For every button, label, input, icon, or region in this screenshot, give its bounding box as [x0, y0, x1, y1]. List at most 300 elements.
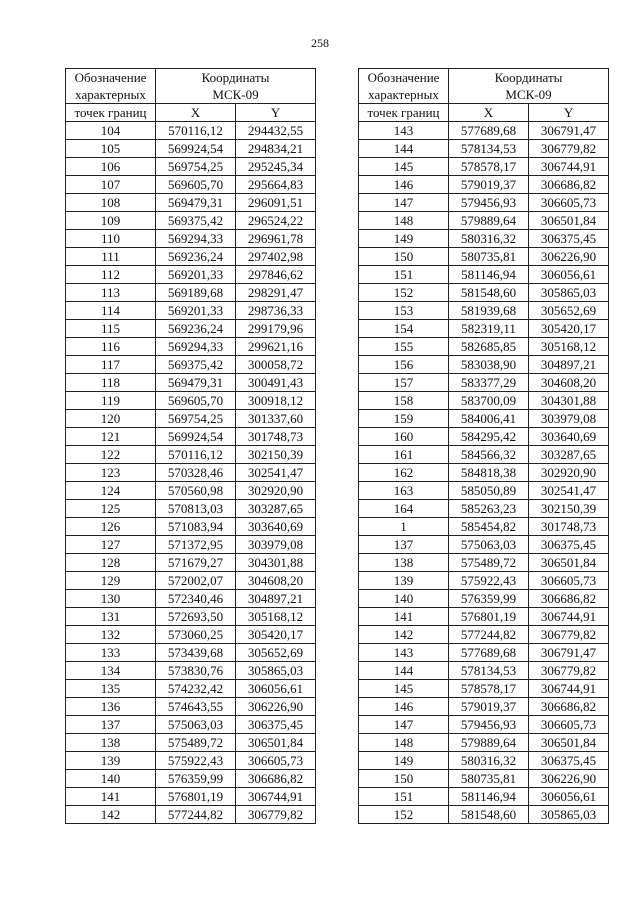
y-coordinate-cell: 302150,39 — [236, 446, 316, 464]
x-coordinate-cell: 569605,70 — [156, 176, 236, 194]
point-number-cell: 130 — [66, 590, 156, 608]
y-coordinate-cell: 306686,82 — [529, 590, 609, 608]
table-row — [66, 266, 316, 284]
y-coordinate-cell: 306744,91 — [236, 788, 316, 806]
point-number-cell: 115 — [66, 320, 156, 338]
table-row — [359, 212, 609, 230]
x-coordinate-cell: 576801,19 — [449, 608, 529, 626]
point-number-cell: 119 — [66, 392, 156, 410]
point-number-cell: 129 — [66, 572, 156, 590]
x-coordinate-cell: 569201,33 — [156, 302, 236, 320]
x-coordinate-cell: 569754,25 — [156, 410, 236, 428]
x-coordinate-cell: 572693,50 — [156, 608, 236, 626]
point-number-cell: 104 — [66, 122, 156, 140]
point-designation-header-cont: точек границ — [359, 104, 449, 122]
y-coordinate-cell: 306226,90 — [529, 770, 609, 788]
y-coordinate-cell: 303287,65 — [236, 500, 316, 518]
header-line: Обозначение — [74, 70, 147, 85]
point-number-cell: 156 — [359, 356, 449, 374]
y-coordinate-cell: 303979,08 — [529, 410, 609, 428]
y-coordinate-cell: 304897,21 — [236, 590, 316, 608]
y-coordinate-cell: 306605,73 — [529, 194, 609, 212]
y-coordinate-cell: 305420,17 — [236, 626, 316, 644]
point-number-cell: 146 — [359, 698, 449, 716]
table-row — [66, 788, 316, 806]
y-coordinate-cell: 305168,12 — [236, 608, 316, 626]
point-number-cell: 145 — [359, 158, 449, 176]
point-number-cell: 149 — [359, 230, 449, 248]
table-row — [66, 230, 316, 248]
x-coordinate-cell: 569201,33 — [156, 266, 236, 284]
y-coordinate-cell: 303979,08 — [236, 536, 316, 554]
point-number-cell: 141 — [66, 788, 156, 806]
point-number-cell: 139 — [359, 572, 449, 590]
table-row — [359, 770, 609, 788]
table-row — [66, 428, 316, 446]
x-coordinate-cell: 576801,19 — [156, 788, 236, 806]
table-row — [359, 176, 609, 194]
y-coordinate-cell: 305652,69 — [236, 644, 316, 662]
x-coordinate-cell: 581548,60 — [449, 284, 529, 302]
point-number-cell: 122 — [66, 446, 156, 464]
y-coordinate-cell: 304897,21 — [529, 356, 609, 374]
table-row — [359, 554, 609, 572]
table-row — [66, 518, 316, 536]
y-column-header: Y — [529, 104, 609, 122]
x-coordinate-cell: 569236,24 — [156, 248, 236, 266]
point-number-cell: 117 — [66, 356, 156, 374]
x-coordinate-cell: 578578,17 — [449, 158, 529, 176]
point-number-cell: 157 — [359, 374, 449, 392]
y-coordinate-cell: 305865,03 — [529, 284, 609, 302]
x-coordinate-cell: 581939,68 — [449, 302, 529, 320]
point-number-cell: 142 — [359, 626, 449, 644]
point-number-cell: 111 — [66, 248, 156, 266]
point-number-cell: 112 — [66, 266, 156, 284]
y-coordinate-cell: 294432,55 — [236, 122, 316, 140]
y-coordinate-cell: 296091,51 — [236, 194, 316, 212]
y-coordinate-cell: 306686,82 — [236, 770, 316, 788]
y-coordinate-cell: 306791,47 — [529, 644, 609, 662]
y-coordinate-cell: 306744,91 — [529, 608, 609, 626]
point-number-cell: 110 — [66, 230, 156, 248]
x-coordinate-cell: 584006,41 — [449, 410, 529, 428]
y-coordinate-cell: 306779,82 — [529, 626, 609, 644]
x-coordinate-cell: 584818,38 — [449, 464, 529, 482]
header-line: Обозначение — [367, 70, 440, 85]
y-coordinate-cell: 306226,90 — [236, 698, 316, 716]
table-row — [359, 158, 609, 176]
x-column-header: X — [156, 104, 236, 122]
point-designation-header — [359, 69, 449, 104]
point-designation-header-cont: точек границ — [66, 104, 156, 122]
x-coordinate-cell: 571679,27 — [156, 554, 236, 572]
point-number-cell: 149 — [359, 752, 449, 770]
point-number-cell: 123 — [66, 464, 156, 482]
point-number-cell: 144 — [359, 140, 449, 158]
table-row — [359, 464, 609, 482]
x-coordinate-cell: 569236,24 — [156, 320, 236, 338]
x-coordinate-cell: 575922,43 — [449, 572, 529, 590]
x-coordinate-cell: 569294,33 — [156, 338, 236, 356]
point-number-cell: 163 — [359, 482, 449, 500]
x-coordinate-cell: 571372,95 — [156, 536, 236, 554]
table-row — [66, 446, 316, 464]
x-coordinate-cell: 579889,64 — [449, 734, 529, 752]
x-coordinate-cell: 585050,89 — [449, 482, 529, 500]
point-number-cell: 137 — [359, 536, 449, 554]
point-number-cell: 140 — [359, 590, 449, 608]
table-row — [66, 356, 316, 374]
point-number-cell: 142 — [66, 806, 156, 824]
y-coordinate-cell: 304608,20 — [529, 374, 609, 392]
point-number-cell: 158 — [359, 392, 449, 410]
x-coordinate-cell: 569924,54 — [156, 428, 236, 446]
table-row — [66, 644, 316, 662]
x-coordinate-cell: 575063,03 — [449, 536, 529, 554]
table-row — [359, 680, 609, 698]
point-number-cell: 143 — [359, 644, 449, 662]
table-row — [359, 140, 609, 158]
x-coordinate-cell: 574643,55 — [156, 698, 236, 716]
y-coordinate-cell: 305652,69 — [529, 302, 609, 320]
table-row — [359, 608, 609, 626]
point-number-cell: 148 — [359, 734, 449, 752]
x-coordinate-cell: 583700,09 — [449, 392, 529, 410]
table-row — [359, 392, 609, 410]
x-coordinate-cell: 569605,70 — [156, 392, 236, 410]
table-row — [359, 734, 609, 752]
coordinates-table-left — [65, 68, 316, 824]
x-coordinate-cell: 583038,90 — [449, 356, 529, 374]
table-row — [66, 662, 316, 680]
point-number-cell: 107 — [66, 176, 156, 194]
x-coordinate-cell: 578134,53 — [449, 140, 529, 158]
y-coordinate-cell: 306744,91 — [529, 680, 609, 698]
point-number-cell: 151 — [359, 266, 449, 284]
table-row — [359, 122, 609, 140]
x-coordinate-cell: 570560,98 — [156, 482, 236, 500]
point-number-cell: 146 — [359, 176, 449, 194]
x-coordinate-cell: 573830,76 — [156, 662, 236, 680]
table-row — [66, 302, 316, 320]
table-row — [359, 644, 609, 662]
table-row — [359, 410, 609, 428]
table-row — [66, 392, 316, 410]
x-coordinate-cell: 585454,82 — [449, 518, 529, 536]
y-coordinate-cell: 306056,61 — [529, 266, 609, 284]
x-coordinate-cell: 579019,37 — [449, 698, 529, 716]
table-row — [359, 320, 609, 338]
x-coordinate-cell: 569924,54 — [156, 140, 236, 158]
y-coordinate-cell: 306501,84 — [529, 212, 609, 230]
y-coordinate-cell: 306226,90 — [529, 248, 609, 266]
y-coordinate-cell: 295245,34 — [236, 158, 316, 176]
table-row — [359, 626, 609, 644]
x-coordinate-cell: 576359,99 — [156, 770, 236, 788]
table-row — [359, 806, 609, 824]
point-number-cell: 144 — [359, 662, 449, 680]
x-coordinate-cell: 570116,12 — [156, 122, 236, 140]
y-coordinate-cell: 301337,60 — [236, 410, 316, 428]
point-number-cell: 141 — [359, 608, 449, 626]
table-row — [66, 176, 316, 194]
table-row — [359, 536, 609, 554]
y-coordinate-cell: 305865,03 — [236, 662, 316, 680]
table-row — [359, 518, 609, 536]
x-coordinate-cell: 573060,25 — [156, 626, 236, 644]
y-coordinate-cell: 299621,16 — [236, 338, 316, 356]
y-coordinate-cell: 305168,12 — [529, 338, 609, 356]
table-row — [359, 482, 609, 500]
point-number-cell: 127 — [66, 536, 156, 554]
x-coordinate-cell: 572002,07 — [156, 572, 236, 590]
x-coordinate-cell: 569375,42 — [156, 212, 236, 230]
table-row — [359, 284, 609, 302]
table-row — [66, 806, 316, 824]
y-coordinate-cell: 306779,82 — [529, 140, 609, 158]
y-coordinate-cell: 303640,69 — [236, 518, 316, 536]
point-number-cell: 106 — [66, 158, 156, 176]
point-number-cell: 137 — [66, 716, 156, 734]
point-number-cell: 161 — [359, 446, 449, 464]
point-number-cell: 108 — [66, 194, 156, 212]
table-row — [359, 716, 609, 734]
x-coordinate-cell: 570813,03 — [156, 500, 236, 518]
x-column-header: X — [449, 104, 529, 122]
x-coordinate-cell: 569189,68 — [156, 284, 236, 302]
y-coordinate-cell: 294834,21 — [236, 140, 316, 158]
y-coordinate-cell: 295664,83 — [236, 176, 316, 194]
y-coordinate-cell: 302150,39 — [529, 500, 609, 518]
x-coordinate-cell: 582685,85 — [449, 338, 529, 356]
y-coordinate-cell: 298736,33 — [236, 302, 316, 320]
header-line: МСК-09 — [212, 87, 259, 102]
x-coordinate-cell: 583377,29 — [449, 374, 529, 392]
y-coordinate-cell: 306375,45 — [529, 230, 609, 248]
y-coordinate-cell: 306501,84 — [236, 734, 316, 752]
header-line: Координаты — [494, 70, 563, 85]
x-coordinate-cell: 580316,32 — [449, 752, 529, 770]
y-coordinate-cell: 306686,82 — [529, 698, 609, 716]
x-coordinate-cell: 572340,46 — [156, 590, 236, 608]
point-number-cell: 105 — [66, 140, 156, 158]
point-number-cell: 139 — [66, 752, 156, 770]
table-row — [66, 464, 316, 482]
point-number-cell: 154 — [359, 320, 449, 338]
y-coordinate-cell: 302541,47 — [529, 482, 609, 500]
table-row — [66, 680, 316, 698]
point-number-cell: 140 — [66, 770, 156, 788]
y-coordinate-cell: 305420,17 — [529, 320, 609, 338]
x-coordinate-cell: 569375,42 — [156, 356, 236, 374]
table-row — [359, 428, 609, 446]
y-coordinate-cell: 306056,61 — [529, 788, 609, 806]
table-row — [66, 716, 316, 734]
point-number-cell: 151 — [359, 788, 449, 806]
point-number-cell: 164 — [359, 500, 449, 518]
point-number-cell: 150 — [359, 248, 449, 266]
point-number-cell: 132 — [66, 626, 156, 644]
y-coordinate-cell: 298291,47 — [236, 284, 316, 302]
table-row — [66, 374, 316, 392]
header-line: Координаты — [201, 70, 270, 85]
x-coordinate-cell: 569754,25 — [156, 158, 236, 176]
table-row — [66, 338, 316, 356]
x-coordinate-cell: 579456,93 — [449, 194, 529, 212]
x-coordinate-cell: 580735,81 — [449, 770, 529, 788]
point-number-cell: 152 — [359, 806, 449, 824]
table-row — [66, 320, 316, 338]
table-row — [66, 212, 316, 230]
x-coordinate-cell: 578134,53 — [449, 662, 529, 680]
x-coordinate-cell: 577244,82 — [156, 806, 236, 824]
y-coordinate-cell: 304301,88 — [529, 392, 609, 410]
y-coordinate-cell: 297402,98 — [236, 248, 316, 266]
y-column-header: Y — [236, 104, 316, 122]
table-row — [359, 572, 609, 590]
y-coordinate-cell: 297846,62 — [236, 266, 316, 284]
y-coordinate-cell: 306375,45 — [529, 536, 609, 554]
table-row — [66, 284, 316, 302]
table-row — [66, 122, 316, 140]
y-coordinate-cell: 304608,20 — [236, 572, 316, 590]
point-number-cell: 148 — [359, 212, 449, 230]
point-number-cell: 109 — [66, 212, 156, 230]
header-line: характерных — [368, 87, 439, 102]
point-number-cell: 113 — [66, 284, 156, 302]
y-coordinate-cell: 302920,90 — [236, 482, 316, 500]
coordinates-header — [156, 69, 316, 104]
header-line: МСК-09 — [505, 87, 552, 102]
point-number-cell: 143 — [359, 122, 449, 140]
y-coordinate-cell: 305865,03 — [529, 806, 609, 824]
y-coordinate-cell: 299179,96 — [236, 320, 316, 338]
table-row — [66, 572, 316, 590]
point-number-cell: 159 — [359, 410, 449, 428]
x-coordinate-cell: 575063,03 — [156, 716, 236, 734]
x-coordinate-cell: 584566,32 — [449, 446, 529, 464]
point-number-cell: 150 — [359, 770, 449, 788]
y-coordinate-cell: 303640,69 — [529, 428, 609, 446]
y-coordinate-cell: 304301,88 — [236, 554, 316, 572]
table-row — [66, 554, 316, 572]
x-coordinate-cell: 581548,60 — [449, 806, 529, 824]
y-coordinate-cell: 296961,78 — [236, 230, 316, 248]
point-number-cell: 155 — [359, 338, 449, 356]
coordinates-table-right — [358, 68, 609, 824]
point-number-cell: 134 — [66, 662, 156, 680]
y-coordinate-cell: 306605,73 — [236, 752, 316, 770]
y-coordinate-cell: 306501,84 — [529, 554, 609, 572]
table-row — [359, 788, 609, 806]
y-coordinate-cell: 301748,73 — [529, 518, 609, 536]
table-row — [66, 194, 316, 212]
x-coordinate-cell: 570116,12 — [156, 446, 236, 464]
point-number-cell: 147 — [359, 194, 449, 212]
table-row — [66, 770, 316, 788]
x-coordinate-cell: 579019,37 — [449, 176, 529, 194]
y-coordinate-cell: 306686,82 — [529, 176, 609, 194]
table-row — [66, 752, 316, 770]
table-row — [66, 158, 316, 176]
x-coordinate-cell: 571083,94 — [156, 518, 236, 536]
x-coordinate-cell: 570328,46 — [156, 464, 236, 482]
point-number-cell: 153 — [359, 302, 449, 320]
x-coordinate-cell: 579889,64 — [449, 212, 529, 230]
table-row — [66, 482, 316, 500]
x-coordinate-cell: 577244,82 — [449, 626, 529, 644]
x-coordinate-cell: 581146,94 — [449, 788, 529, 806]
y-coordinate-cell: 303287,65 — [529, 446, 609, 464]
point-number-cell: 133 — [66, 644, 156, 662]
x-coordinate-cell: 578578,17 — [449, 680, 529, 698]
header-line: характерных — [75, 87, 146, 102]
point-number-cell: 116 — [66, 338, 156, 356]
point-number-cell: 125 — [66, 500, 156, 518]
point-number-cell: 135 — [66, 680, 156, 698]
table-row — [66, 698, 316, 716]
table-row — [66, 500, 316, 518]
point-number-cell: 138 — [66, 734, 156, 752]
point-number-cell: 147 — [359, 716, 449, 734]
table-row — [359, 338, 609, 356]
point-number-cell: 145 — [359, 680, 449, 698]
table-row — [359, 500, 609, 518]
point-number-cell: 126 — [66, 518, 156, 536]
point-number-cell: 162 — [359, 464, 449, 482]
point-number-cell: 128 — [66, 554, 156, 572]
table-row — [359, 230, 609, 248]
table-row — [359, 446, 609, 464]
x-coordinate-cell: 584295,42 — [449, 428, 529, 446]
table-row — [66, 608, 316, 626]
table-row — [66, 140, 316, 158]
y-coordinate-cell: 302920,90 — [529, 464, 609, 482]
table-row — [66, 626, 316, 644]
coordinates-header — [449, 69, 609, 104]
y-coordinate-cell: 306791,47 — [529, 122, 609, 140]
table-row — [66, 734, 316, 752]
table-row — [359, 194, 609, 212]
table-row — [359, 302, 609, 320]
point-designation-header — [66, 69, 156, 104]
table-row — [359, 590, 609, 608]
x-coordinate-cell: 577689,68 — [449, 644, 529, 662]
x-coordinate-cell: 574232,42 — [156, 680, 236, 698]
point-number-cell: 118 — [66, 374, 156, 392]
x-coordinate-cell: 577689,68 — [449, 122, 529, 140]
y-coordinate-cell: 306779,82 — [529, 662, 609, 680]
x-coordinate-cell: 579456,93 — [449, 716, 529, 734]
x-coordinate-cell: 582319,11 — [449, 320, 529, 338]
y-coordinate-cell: 306605,73 — [529, 716, 609, 734]
x-coordinate-cell: 573439,68 — [156, 644, 236, 662]
point-number-cell: 131 — [66, 608, 156, 626]
y-coordinate-cell: 306779,82 — [236, 806, 316, 824]
x-coordinate-cell: 585263,23 — [449, 500, 529, 518]
y-coordinate-cell: 300058,72 — [236, 356, 316, 374]
table-row — [359, 374, 609, 392]
point-number-cell: 138 — [359, 554, 449, 572]
page-number: 258 — [311, 36, 329, 50]
point-number-cell: 121 — [66, 428, 156, 446]
point-number-cell: 160 — [359, 428, 449, 446]
table-row — [66, 410, 316, 428]
table-row — [359, 752, 609, 770]
point-number-cell: 136 — [66, 698, 156, 716]
x-coordinate-cell: 575489,72 — [449, 554, 529, 572]
